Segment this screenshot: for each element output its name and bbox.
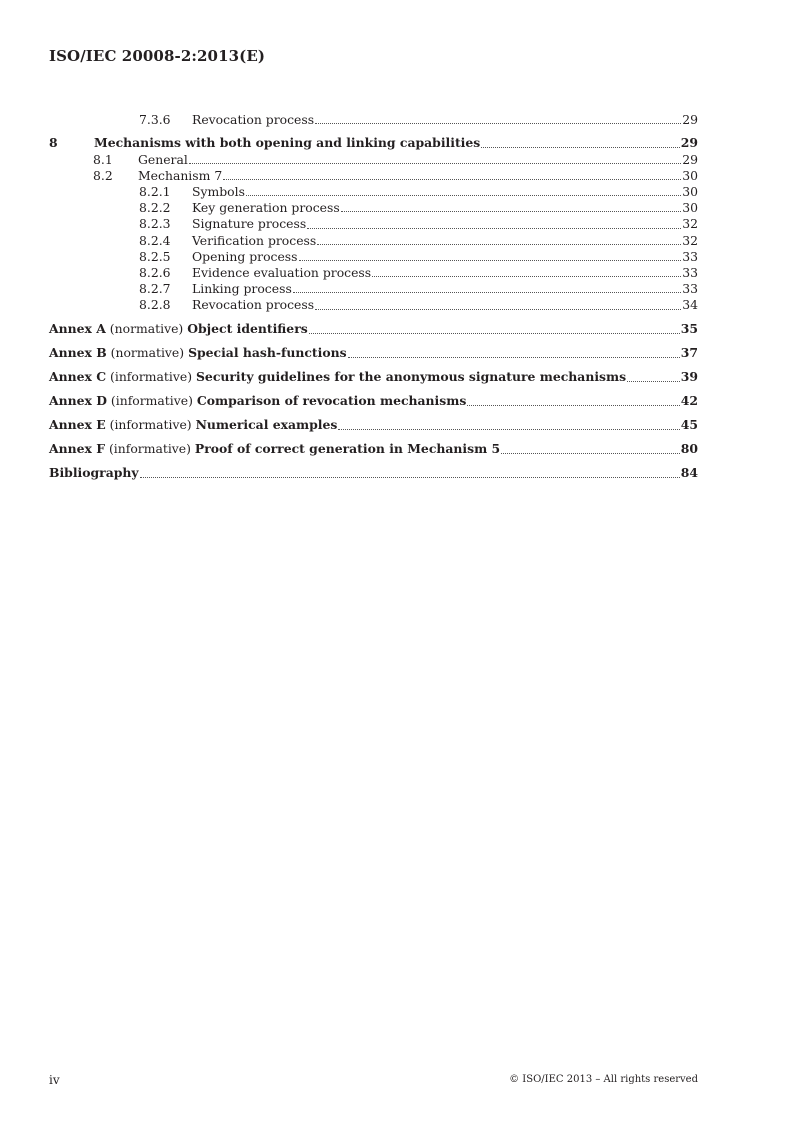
page-number: 30 [682, 200, 698, 216]
page-number: 84 [680, 465, 698, 481]
page-number: 32 [682, 216, 698, 232]
section-number: 8.2 [93, 167, 113, 183]
annex-type: (informative) [110, 369, 193, 385]
dot-leader [317, 243, 681, 245]
annex-type: (normative) [109, 321, 184, 337]
annex-name: Special hash-functions [188, 345, 347, 361]
annex-label: Annex C [49, 369, 107, 385]
dot-leader [501, 452, 680, 454]
section-title: Verification process [192, 232, 317, 248]
section-title: Symbols [192, 184, 245, 200]
page-number: 30 [682, 167, 698, 183]
annex-title [49, 392, 466, 410]
section-number: 8.2.4 [139, 232, 171, 248]
bibliography-title: Bibliography [49, 465, 139, 481]
page-number: 37 [680, 345, 698, 361]
toc-entry-8-2-3[interactable] [49, 216, 698, 232]
table-of-contents [49, 112, 698, 482]
dot-leader [348, 356, 680, 358]
toc-entry-8-2-2[interactable] [49, 200, 698, 216]
toc-entry-8-2-6[interactable] [49, 265, 698, 281]
annex-label: Annex A [49, 321, 106, 337]
annex-label: Annex B [49, 345, 107, 361]
section-title: Mechanism 7 [138, 167, 223, 183]
dot-leader [481, 146, 680, 148]
dot-leader [246, 194, 681, 196]
annex-type: (informative) [108, 441, 191, 457]
section-number: 8.2.1 [139, 184, 171, 200]
annex-title [49, 440, 500, 458]
toc-entry-annex-f[interactable] [49, 440, 698, 458]
dot-leader [223, 178, 681, 180]
dot-leader [372, 275, 681, 277]
dot-leader [299, 259, 682, 261]
dot-leader [315, 122, 681, 124]
section-title: Mechanisms with both opening and linking capabilities [94, 135, 481, 151]
page-number: 80 [680, 441, 698, 457]
section-number: 8.1 [93, 151, 113, 167]
page-number: 35 [680, 321, 698, 337]
dot-leader [307, 227, 681, 229]
page-number: 34 [682, 297, 698, 313]
section-number: 8.2.3 [139, 216, 171, 232]
section-number: 8.2.2 [139, 200, 171, 216]
page-number: 29 [682, 151, 698, 167]
toc-entry-8[interactable] [49, 134, 698, 152]
toc-entry-8-2-1[interactable] [49, 184, 698, 200]
annex-label: Annex F [49, 441, 106, 457]
toc-entry-8-2[interactable] [49, 168, 698, 184]
dot-leader [341, 210, 682, 212]
toc-entry-bibliography[interactable] [49, 464, 698, 482]
footer-page-number: iv [49, 1073, 60, 1087]
section-number: 8.2.6 [139, 265, 171, 280]
page-number: 32 [682, 232, 698, 248]
annex-name: Comparison of revocation mechanisms [196, 393, 467, 409]
document-id-header: ISO/IEC 20008-2:2013(E) [49, 47, 266, 65]
section-number: 8 [49, 135, 58, 151]
toc-entry-annex-e[interactable] [49, 416, 698, 434]
page-number: 29 [682, 112, 698, 127]
annex-label: Annex E [49, 417, 106, 433]
section-title: Evidence evaluation process [192, 265, 372, 280]
dot-leader [309, 332, 680, 334]
annex-type: (informative) [110, 393, 193, 409]
dot-leader [627, 380, 680, 382]
toc-entry-8-2-5[interactable] [49, 249, 698, 265]
annex-type: (normative) [110, 345, 185, 361]
toc-entry-7-3-6[interactable] [49, 112, 698, 128]
section-title: Signature process [192, 216, 307, 232]
page-number: 45 [680, 417, 698, 433]
toc-entry-8-2-8[interactable] [49, 297, 698, 313]
annex-title [49, 320, 308, 338]
annex-name: Proof of correct generation in Mechanism 5 [194, 441, 501, 457]
page-number: 30 [682, 184, 698, 200]
section-title: Opening process [192, 248, 298, 264]
section-number: 7.3.6 [139, 112, 171, 127]
annex-title [49, 416, 337, 434]
toc-entry-annex-b[interactable] [49, 344, 698, 362]
page-number: 39 [680, 369, 698, 385]
toc-entry-8-1[interactable] [49, 152, 698, 168]
section-title: General [138, 151, 188, 167]
page-number: 33 [682, 265, 698, 280]
section-title: Key generation process [192, 200, 340, 216]
page-number: 33 [682, 281, 698, 297]
annex-title [49, 368, 626, 386]
toc-entry-annex-a[interactable] [49, 320, 698, 338]
dot-leader [467, 404, 679, 406]
dot-leader [140, 476, 680, 478]
page-number: 29 [680, 135, 698, 151]
dot-leader [293, 291, 681, 293]
toc-entry-8-2-7[interactable] [49, 281, 698, 297]
toc-entry-8-2-4[interactable] [49, 233, 698, 249]
annex-name: Object identifiers [187, 321, 308, 337]
section-number: 8.2.5 [139, 248, 171, 264]
toc-entry-annex-c[interactable] [49, 368, 698, 386]
dot-leader [338, 428, 679, 430]
page-number: 42 [680, 393, 698, 409]
dot-leader [315, 308, 681, 310]
annex-name: Numerical examples [195, 417, 338, 433]
footer-copyright: © ISO/IEC 2013 – All rights reserved [509, 1074, 698, 1085]
section-title: Revocation process [192, 112, 315, 127]
annex-label: Annex D [49, 393, 107, 409]
section-title: Linking process [192, 281, 292, 297]
annex-type: (informative) [109, 417, 192, 433]
annex-title [49, 344, 347, 362]
section-number: 8.2.8 [139, 297, 171, 313]
page-number: 33 [682, 248, 698, 264]
section-title: Revocation process [192, 297, 315, 313]
toc-entry-annex-d[interactable] [49, 392, 698, 410]
section-number: 8.2.7 [139, 281, 171, 297]
dot-leader [189, 162, 681, 164]
annex-name: Security guidelines for the anonymous signature mechanisms [195, 369, 627, 385]
